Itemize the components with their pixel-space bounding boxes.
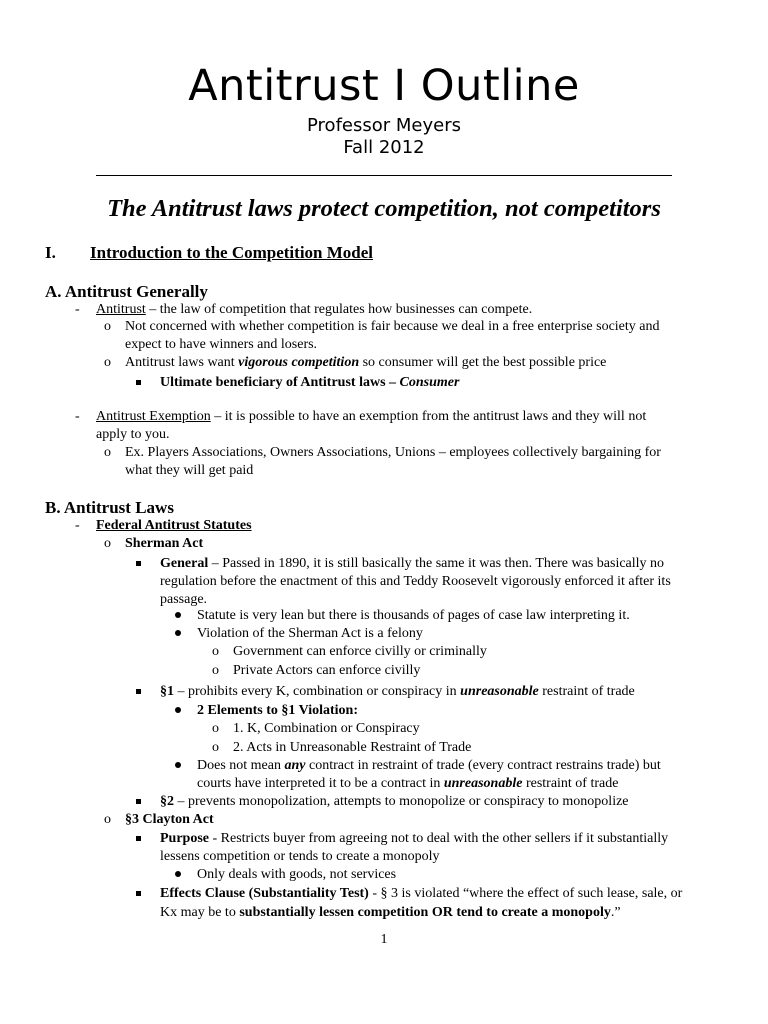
effects-line-2: Kx may be to substantially lessen competition OR tend to create a monopoly.”: [160, 905, 621, 920]
not-concerned-line-1: Not concerned with whether competition is fair because we deal in a free enterprise society and: [125, 319, 660, 334]
motto: The Antitrust laws protect competition, not competitors: [107, 195, 661, 222]
square-bullet: [136, 561, 141, 566]
element-2: 2. Acts in Unreasonable Restraint of Trade: [233, 740, 472, 755]
exemption-line-1: Antitrust Exemption – it is possible to have an exemption from the antitrust laws and they will not: [96, 409, 647, 424]
round-bullet: [175, 707, 181, 713]
circle-marker: o: [212, 644, 219, 659]
dash-marker: -: [75, 518, 80, 533]
gov-enforce: Government can enforce civilly or criminally: [233, 644, 487, 659]
circle-marker: o: [212, 663, 219, 678]
laws-want-line: Antitrust laws want vigorous competition so consumer will get the best possible price: [125, 355, 607, 370]
antitrust-definition: Antitrust – the law of competition that regulates how businesses can compete.: [96, 302, 533, 317]
not-concerned-line-2: expect to have winners and losers.: [125, 337, 318, 352]
purpose-line-1: Purpose - Restricts buyer from agreeing not to deal with the other sellers if it substantially: [160, 831, 669, 846]
exemption-line-2: apply to you.: [96, 427, 170, 442]
any-contract-line-1: Does not mean any contract in restraint of trade (every contract restrains trade) but: [197, 758, 661, 773]
round-bullet: [175, 762, 181, 768]
goods-only: Only deals with goods, not services: [197, 867, 397, 882]
round-bullet: [175, 871, 181, 877]
round-bullet: [175, 612, 181, 618]
circle-marker: o: [104, 319, 111, 334]
two-elements: 2 Elements to §1 Violation:: [197, 703, 358, 718]
ultimate-beneficiary: Ultimate beneficiary of Antitrust laws – Consumer: [160, 375, 460, 390]
any-contract-line-2: courts have interpreted it to be a contract in unreasonable restraint of trade: [197, 776, 619, 791]
professor-name: Professor Meyers: [307, 115, 461, 136]
subsection-heading-b: B. Antitrust Laws: [45, 498, 174, 517]
example-line-2: what they will get paid: [125, 463, 254, 478]
felony: Violation of the Sherman Act is a felony: [197, 626, 423, 641]
section-heading: Introduction to the Competition Model: [90, 243, 374, 262]
square-bullet: [136, 799, 141, 804]
sherman-act: Sherman Act: [125, 536, 204, 551]
general-line-2: regulation before the enactment of this and Teddy Roosevelt vigorously enforced it after its: [160, 574, 671, 589]
effects-line-1: Effects Clause (Substantiality Test) - § 3 is violated “where the effect of such lease, sale, or: [160, 886, 683, 901]
circle-marker: o: [104, 445, 111, 460]
clayton-act: §3 Clayton Act: [125, 812, 214, 827]
circle-marker: o: [104, 536, 111, 551]
document-title: Antitrust I Outline: [188, 61, 580, 111]
round-bullet: [175, 630, 181, 636]
purpose-line-2: lessens competition or tends to create a monopoly: [160, 849, 440, 864]
federal-statutes: Federal Antitrust Statutes: [96, 518, 252, 533]
section-number: I.: [45, 243, 56, 262]
square-bullet: [136, 891, 141, 896]
dash-marker: -: [75, 302, 80, 317]
example-line-1: Ex. Players Associations, Owners Associations, Unions – employees collectively bargaining for: [125, 445, 661, 460]
circle-marker: o: [212, 740, 219, 755]
general-line-1: General – Passed in 1890, it is still basically the same it was then. There was basically no: [160, 556, 665, 571]
circle-marker: o: [104, 812, 111, 827]
general-line-3: passage.: [160, 592, 208, 607]
dash-marker: -: [75, 409, 80, 424]
element-1: 1. K, Combination or Conspiracy: [233, 721, 420, 736]
term: Fall 2012: [343, 137, 425, 158]
subsection-heading-a: A. Antitrust Generally: [45, 282, 208, 301]
square-bullet: [136, 836, 141, 841]
private-enforce: Private Actors can enforce civilly: [233, 663, 421, 678]
square-bullet: [136, 380, 141, 385]
square-bullet: [136, 689, 141, 694]
section-1-line: §1 – prohibits every K, combination or conspiracy in unreasonable restraint of trade: [160, 684, 635, 699]
title-rule: [96, 175, 672, 176]
circle-marker: o: [104, 355, 111, 370]
statute-lean: Statute is very lean but there is thousands of pages of case law interpreting it.: [197, 608, 630, 623]
section-2-line: §2 – prevents monopolization, attempts to monopolize or conspiracy to monopolize: [160, 794, 629, 809]
circle-marker: o: [212, 721, 219, 736]
page-number: 1: [380, 932, 388, 947]
